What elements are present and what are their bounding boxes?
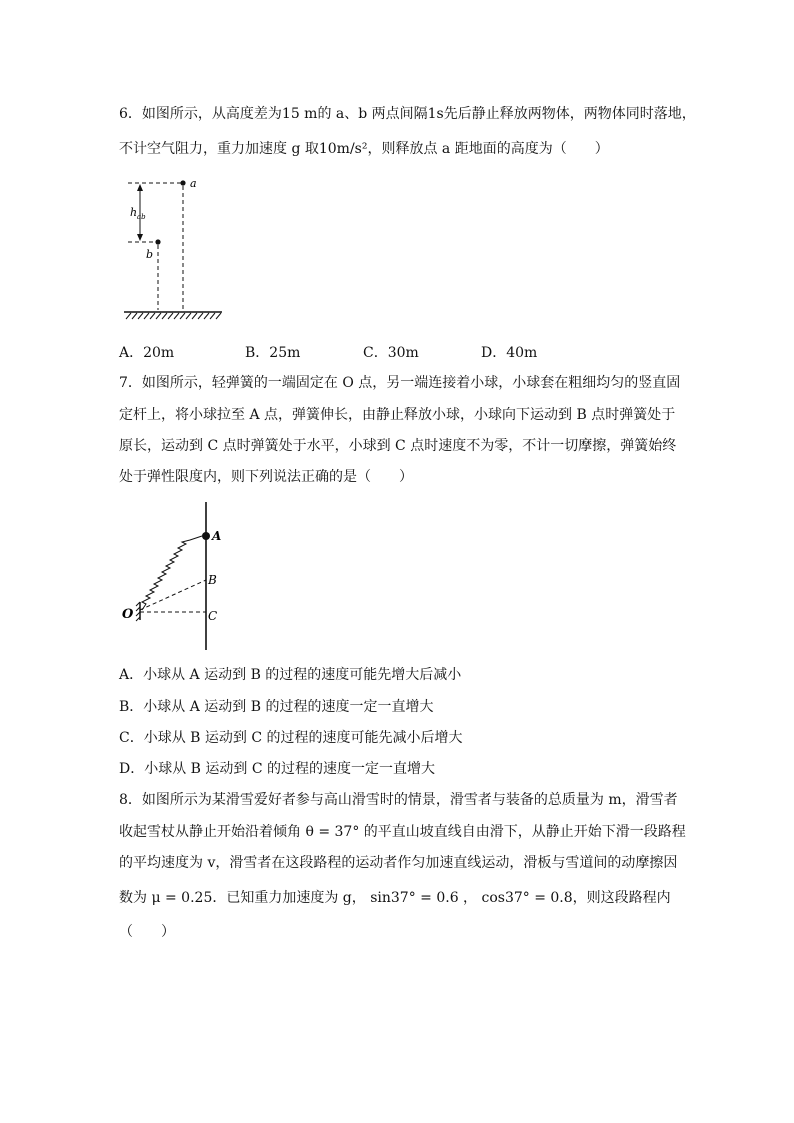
q7-option-b: B．小球从 A 运动到 B 的过程的速度一定一直增大 [119, 699, 434, 715]
q7-stem-line-1: 7．如图所示，轻弹簧的一端固定在 O 点，另一端连接着小球，小球套在粗细均匀的竖直固 [119, 375, 681, 391]
q6-label-b: b [146, 248, 154, 261]
q7-label-o: O [122, 607, 134, 622]
q6-option-c: C．30m [363, 345, 419, 361]
q6-arrow-down [137, 234, 143, 241]
q6-arrow-up [137, 184, 143, 191]
q8-stem-line-3: 的平均速度为 v，滑雪者在这段路程的运动者作匀加速直线运动，滑板与雪道间的动摩擦因 [119, 855, 678, 871]
q7-option-a: A．小球从 A 运动到 B 的过程的速度可能先增大后减小 [119, 667, 462, 683]
q6-point-b [155, 239, 160, 244]
q8-stem-line-1: 8．如图所示为某滑雪爱好者参与高山滑雪时的情景，滑雪者与装备的总质量为 m，滑雪者 [119, 792, 678, 808]
q7-figure [118, 500, 228, 652]
q8-stem-line-5: （ ） [119, 924, 175, 940]
q6-option-d: D．40m [481, 345, 538, 361]
q7-option-d: D．小球从 B 运动到 C 的过程的速度一定一直增大 [119, 761, 436, 777]
q6-option-b: B．25m [245, 345, 301, 361]
q7-stem-line-3: 原长，运动到 C 点时弹簧处于水平，小球到 C 点时速度不为零，不计一切摩擦，弹簧始终 [119, 438, 677, 454]
q6-label-h-sub: ab [137, 213, 146, 221]
q6-point-a [180, 180, 185, 185]
q6-ground-hatch [126, 313, 221, 319]
q6-figure [118, 172, 228, 324]
q7-label-c: C [208, 609, 218, 623]
q7-spring [142, 536, 202, 610]
q6-stem-line-2: 不计空气阻力，重力加速度 g 取10m/s²，则释放点 a 距地面的高度为（ ） [119, 141, 609, 157]
q7-ball-a [202, 532, 210, 540]
q8-stem-line-2: 收起雪杖从静止开始沿着倾角 θ = 37° 的平直山坡直线自由滑下，从静止开始下滑一段路程 [119, 824, 686, 840]
q7-dash-ob [140, 580, 206, 610]
q6-label-h: h [130, 206, 138, 219]
q7-stem-line-4: 处于弹性限度内，则下列说法正确的是（ ） [119, 469, 413, 485]
q7-option-c: C．小球从 B 运动到 C 的过程的速度可能先减小后增大 [119, 730, 463, 746]
q8-stem-line-4: 数为 μ = 0.25．已知重力加速度为 g， sin37° = 0.6 ， cos37° = 0.8，则这段路程内 [119, 890, 671, 906]
q6-stem-line-1: 6．如图所示，从高度差为15 m的 a、b 两点间隔1s先后静止释放两物体，两物体同时落地， [119, 106, 696, 122]
q6-options [119, 342, 659, 362]
q7-stem-line-2: 定杆上，将小球拉至 A 点，弹簧伸长，由静止释放小球，小球向下运动到 B 点时弹簧处于 [119, 407, 676, 423]
q7-label-b: B [208, 573, 217, 587]
q6-option-a: A．20m [119, 345, 175, 361]
q6-label-a: a [190, 177, 197, 190]
q7-label-a: A [212, 529, 222, 543]
